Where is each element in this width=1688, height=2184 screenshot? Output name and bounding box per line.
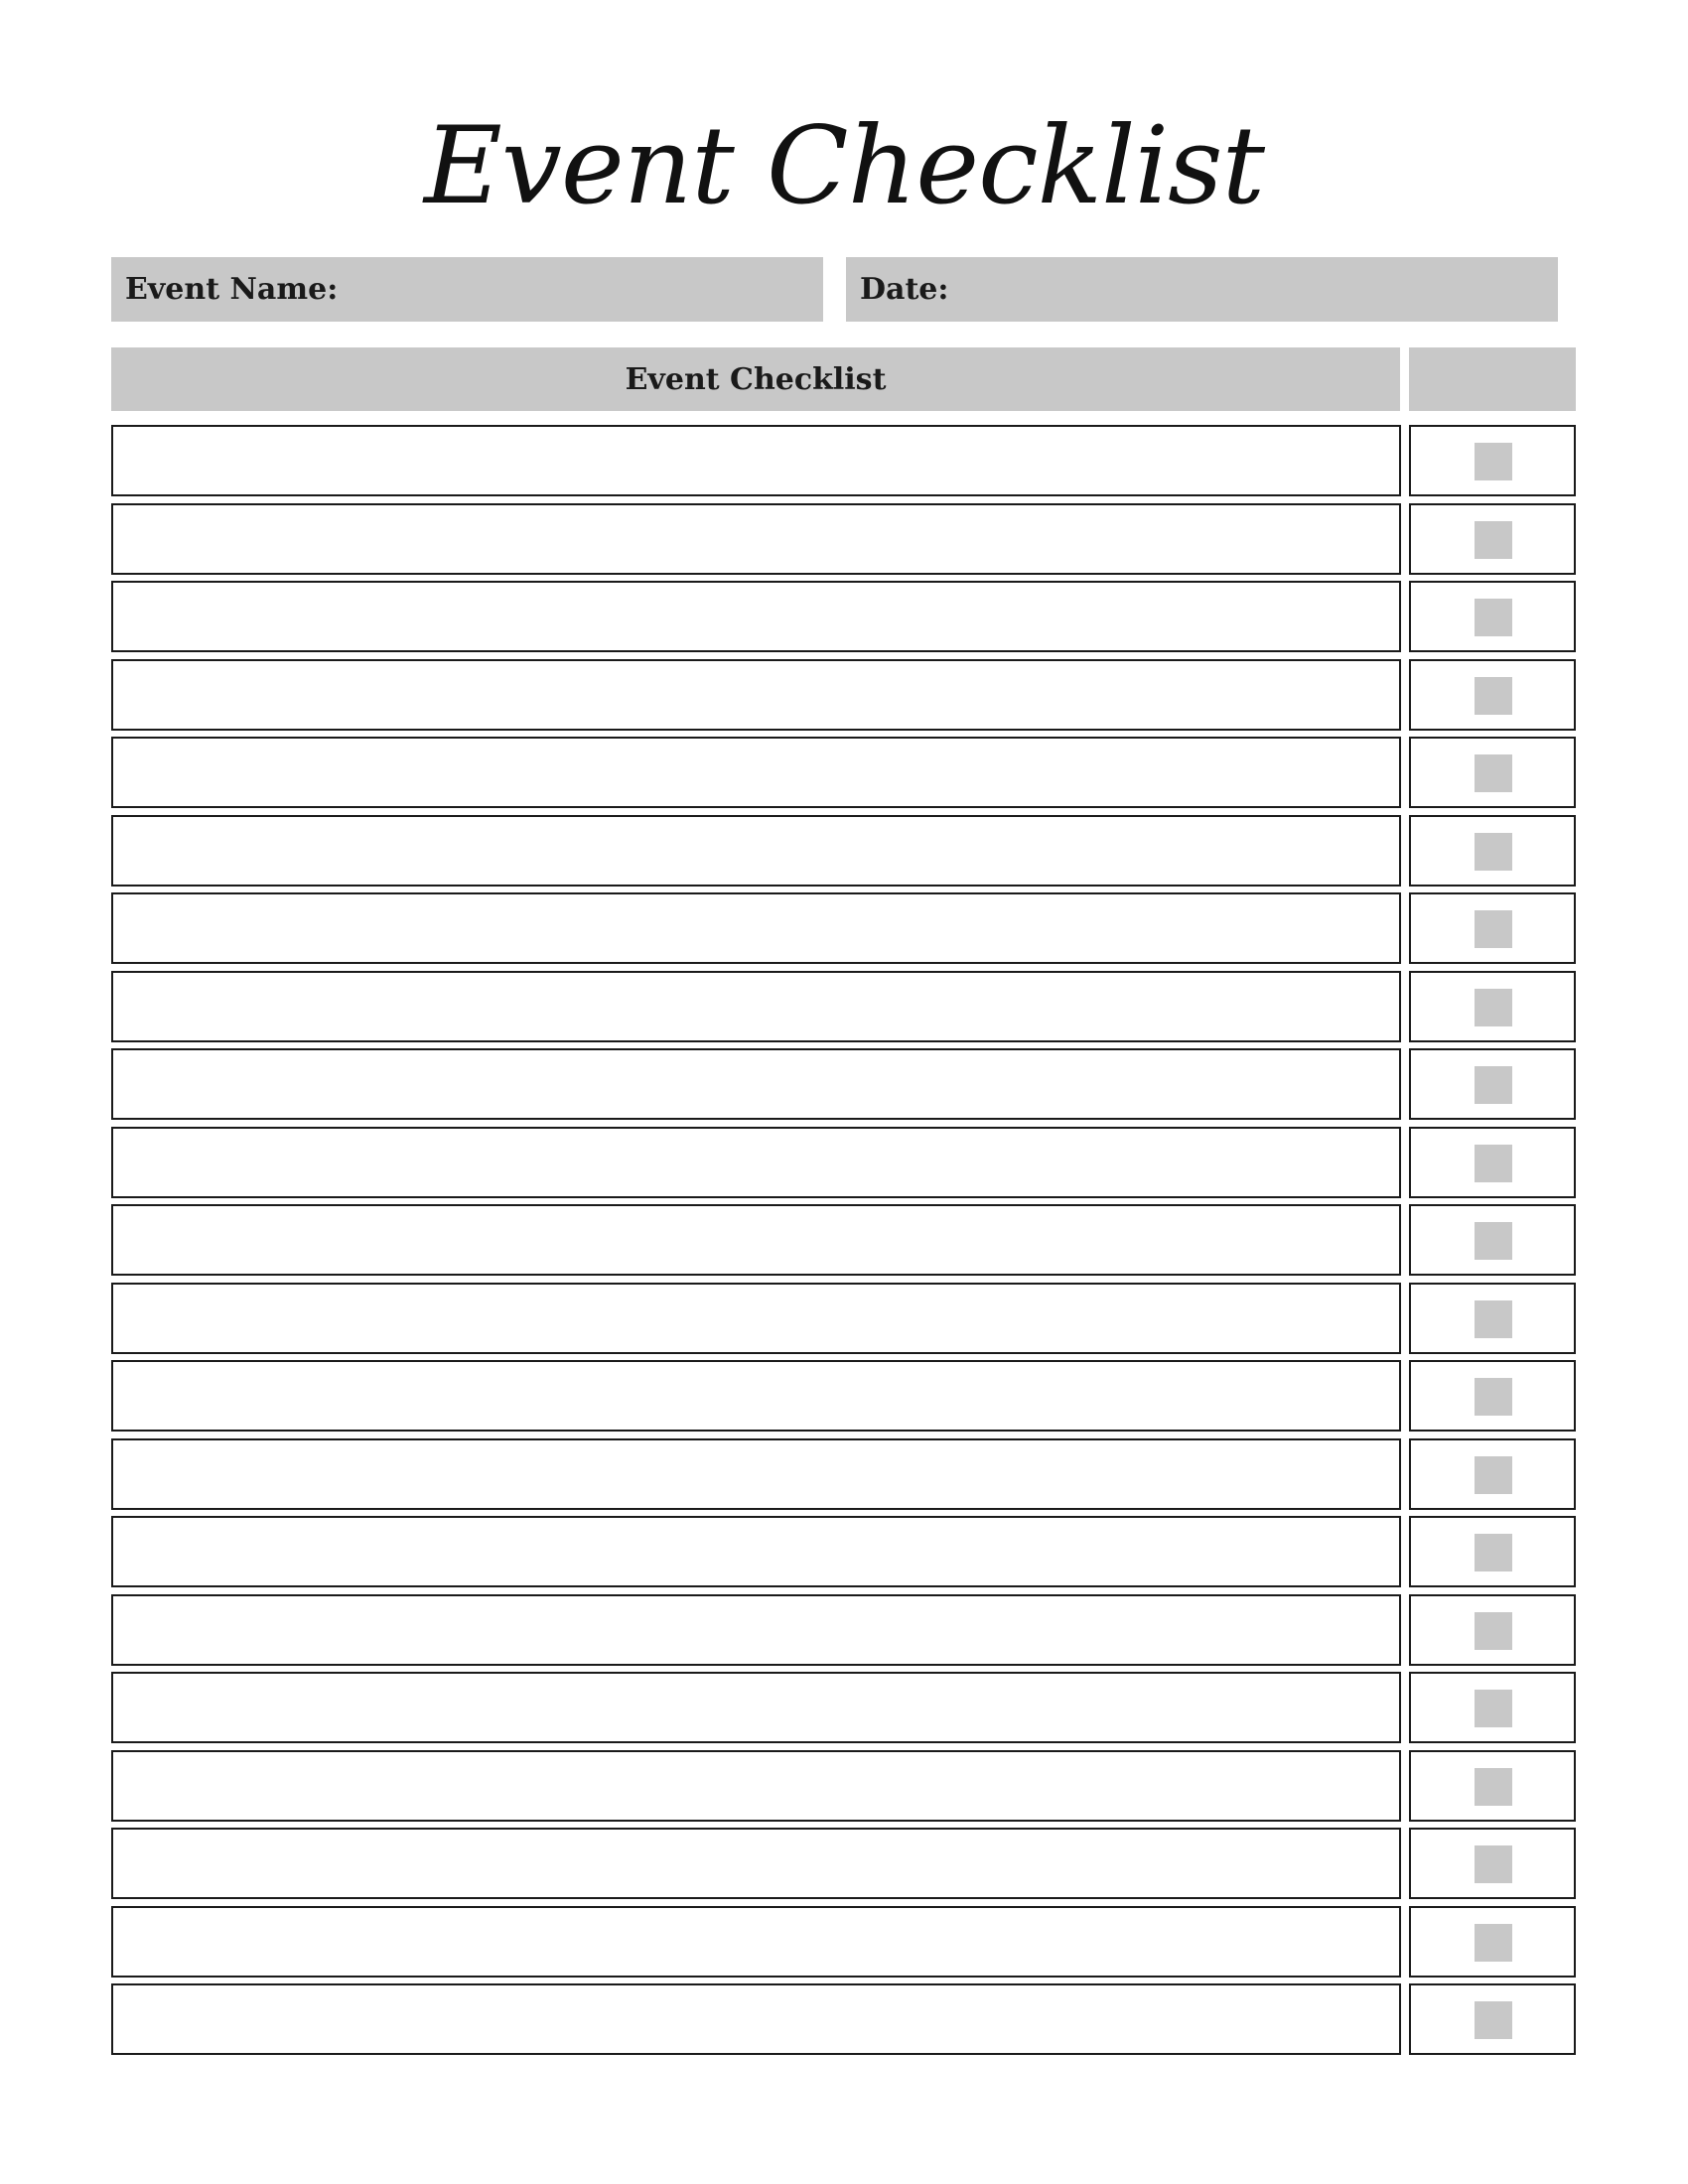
checkbox[interactable] (1475, 599, 1512, 636)
checkbox-cell (1409, 1048, 1576, 1120)
checklist-item-field[interactable] (111, 503, 1401, 575)
checkbox[interactable] (1475, 1534, 1512, 1571)
table-row (111, 1594, 1576, 1666)
checkbox-cell (1409, 1283, 1576, 1354)
checklist-item-field[interactable] (111, 737, 1401, 808)
date-label: Date: (860, 272, 949, 307)
table-row (111, 1204, 1576, 1276)
checklist-item-field[interactable] (111, 1983, 1401, 2055)
checklist-item-field[interactable] (111, 581, 1401, 652)
checklist-item-field[interactable] (111, 1283, 1401, 1354)
table-row (111, 659, 1576, 731)
checklist-item-field[interactable] (111, 1750, 1401, 1822)
checkbox-cell (1409, 1204, 1576, 1276)
table-row (111, 971, 1576, 1042)
table-row (111, 1048, 1576, 1120)
checkbox-cell (1409, 1438, 1576, 1510)
checkbox-cell (1409, 892, 1576, 964)
checkbox-cell (1409, 581, 1576, 652)
checklist-item-field[interactable] (111, 1906, 1401, 1978)
checkbox[interactable] (1475, 910, 1512, 948)
check-column-header (1409, 347, 1576, 411)
checklist-item-field[interactable] (111, 971, 1401, 1042)
checkbox-cell (1409, 737, 1576, 808)
checkbox-cell (1409, 1906, 1576, 1978)
checkbox-cell (1409, 503, 1576, 575)
checkbox-cell (1409, 971, 1576, 1042)
table-row (111, 1438, 1576, 1510)
checklist-header: Event Checklist (111, 347, 1400, 411)
table-row (111, 503, 1576, 575)
table-row (111, 1672, 1576, 1743)
table-row (111, 737, 1576, 808)
checkbox[interactable] (1475, 1145, 1512, 1182)
checkbox[interactable] (1475, 1222, 1512, 1260)
checklist-rows (111, 425, 1576, 2062)
checkbox[interactable] (1475, 2001, 1512, 2039)
checklist-item-field[interactable] (111, 1360, 1401, 1432)
checkbox[interactable] (1475, 1845, 1512, 1883)
checklist-item-field[interactable] (111, 1672, 1401, 1743)
checklist-item-field[interactable] (111, 1516, 1401, 1587)
checkbox-cell (1409, 425, 1576, 496)
checkbox[interactable] (1475, 1300, 1512, 1338)
table-row (111, 581, 1576, 652)
checkbox-cell (1409, 815, 1576, 887)
event-name-label: Event Name: (125, 272, 339, 307)
table-row (111, 1127, 1576, 1198)
checklist-item-field[interactable] (111, 892, 1401, 964)
event-name-field[interactable] (111, 257, 823, 322)
table-row (111, 1906, 1576, 1978)
checklist-item-field[interactable] (111, 1594, 1401, 1666)
checklist-item-field[interactable] (111, 1438, 1401, 1510)
checkbox-cell (1409, 1594, 1576, 1666)
checkbox-cell (1409, 1360, 1576, 1432)
checkbox-cell (1409, 1672, 1576, 1743)
checklist-item-field[interactable] (111, 1828, 1401, 1899)
table-row (111, 425, 1576, 496)
checkbox[interactable] (1475, 1690, 1512, 1727)
checkbox[interactable] (1475, 833, 1512, 871)
checkbox[interactable] (1475, 754, 1512, 792)
checkbox-cell (1409, 1516, 1576, 1587)
checkbox[interactable] (1475, 989, 1512, 1026)
checkbox[interactable] (1475, 1066, 1512, 1104)
checkbox[interactable] (1475, 677, 1512, 715)
checkbox[interactable] (1475, 443, 1512, 480)
checkbox[interactable] (1475, 521, 1512, 559)
checkbox-cell (1409, 1127, 1576, 1198)
checklist-item-field[interactable] (111, 815, 1401, 887)
table-row (111, 815, 1576, 887)
table-row (111, 1828, 1576, 1899)
checklist-item-field[interactable] (111, 659, 1401, 731)
checklist-item-field[interactable] (111, 1048, 1401, 1120)
checkbox-cell (1409, 659, 1576, 731)
checkbox-cell (1409, 1828, 1576, 1899)
table-row (111, 1283, 1576, 1354)
checkbox[interactable] (1475, 1456, 1512, 1494)
table-row (111, 1516, 1576, 1587)
page-title: Event Checklist (424, 104, 1264, 228)
table-row (111, 1750, 1576, 1822)
checklist-item-field[interactable] (111, 425, 1401, 496)
checkbox-cell (1409, 1750, 1576, 1822)
checklist-item-field[interactable] (111, 1127, 1401, 1198)
table-row (111, 1360, 1576, 1432)
checklist-item-field[interactable] (111, 1204, 1401, 1276)
checkbox[interactable] (1475, 1924, 1512, 1962)
checkbox[interactable] (1475, 1612, 1512, 1650)
table-row (111, 1983, 1576, 2055)
checkbox[interactable] (1475, 1768, 1512, 1806)
table-row (111, 892, 1576, 964)
date-field[interactable] (846, 257, 1558, 322)
checkbox[interactable] (1475, 1378, 1512, 1416)
checkbox-cell (1409, 1983, 1576, 2055)
